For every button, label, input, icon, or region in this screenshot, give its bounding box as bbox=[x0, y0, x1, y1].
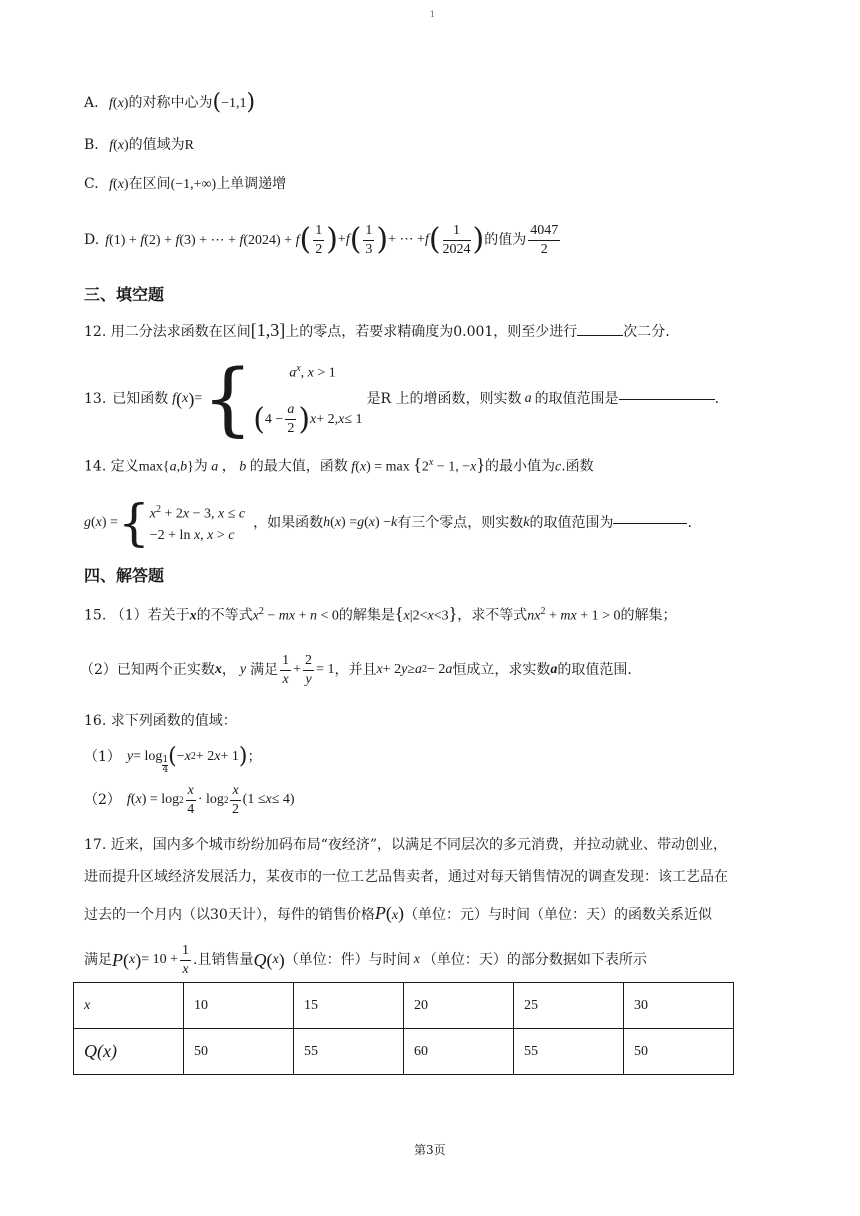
option-b-label: B. bbox=[84, 137, 99, 153]
q17-line-1: 近来，国内多个城市纷纷加码布局“夜经济”，以满足不同层次的多元消费，并拉动就业、带动创业， bbox=[110, 837, 728, 853]
q14-text-h: 有三个零点，则实数 bbox=[397, 515, 524, 531]
question-17-line-3: 过去的一个月内（以30天计），每件的销售价格P(x)（单位：元）与时间（单位：天）的函数关系近似 bbox=[84, 903, 713, 923]
q13-end: . bbox=[714, 391, 720, 407]
question-17-line-1 bbox=[84, 836, 727, 854]
q13-number: 13. bbox=[84, 391, 107, 407]
q12-text-a: 用二分法求函数在区间 bbox=[110, 324, 251, 340]
q15-p2-text-e: 恒成立，求实数 bbox=[452, 662, 551, 678]
q13-text-a: 已知函数 bbox=[112, 391, 169, 407]
table-cell: 20 bbox=[404, 983, 514, 1029]
question-16-part-1: （1） y = log 1 4 ( − x 2 + 2 x + 1 ) ； bbox=[84, 744, 262, 775]
q15-p2-text-d: ，并且 bbox=[334, 662, 377, 678]
q14-answer-blank[interactable] bbox=[613, 523, 687, 524]
q14-text-i: 的取值范围为 bbox=[529, 515, 614, 531]
question-16 bbox=[84, 712, 237, 730]
q12-number: 12. bbox=[84, 324, 107, 340]
q12-text-b: 上的零点，若要求精确度为0.001，则至少进行 bbox=[285, 324, 578, 340]
q16-p1-end: ； bbox=[247, 749, 262, 765]
table-cell: 15 bbox=[294, 983, 404, 1029]
q16-p2-label: （2） bbox=[84, 792, 121, 808]
q17-line-4b: .且销售量 bbox=[193, 952, 254, 968]
q15-p2-text-a: （2）已知两个正实数 bbox=[80, 662, 215, 678]
q15-p1-text-c: 的解集是 bbox=[338, 607, 395, 624]
q15-p1-text-e: 的解集； bbox=[620, 607, 677, 624]
question-14-line-2: g ( x ) = { $x^2 + 2x - 3$, x ≤ c −2 + ln x, x > c ，如果函数 h ( x ) = g ( x ) − k 有三个零点，则实数 k 的取值范围为 . bbox=[84, 494, 692, 552]
table-cell: x bbox=[74, 983, 184, 1029]
q17-line-4c: （单位：件）与时间 bbox=[284, 952, 411, 968]
table-cell: 30 bbox=[624, 983, 734, 1029]
question-17-line-4: 满足 P ( x ) = 10 + $\frac{1}{x}$ .且销售量 Q ( x ) （单位：件）与时间 x （单位：天）的部分数据如下表所示 bbox=[84, 942, 647, 977]
q14-text-a: 定义 bbox=[110, 458, 139, 475]
q12-interval: [1,3] bbox=[250, 320, 286, 340]
q17-line-3b: （单位：元）与时间（单位：天）的函数关系近似 bbox=[404, 907, 713, 923]
q14-text-d: 的最大值，函数 bbox=[249, 458, 348, 475]
table-cell: 60 bbox=[404, 1029, 514, 1075]
option-d-label: D. bbox=[84, 232, 100, 248]
q16-number: 16. bbox=[84, 713, 107, 729]
q14-text-c: ， bbox=[221, 458, 236, 475]
q15-number: 15. bbox=[84, 607, 107, 624]
q15-p1-text-a: （1）若关于 bbox=[110, 607, 190, 624]
q12-text-c: 次二分. bbox=[623, 324, 670, 340]
q14-text-b: 为 bbox=[193, 458, 208, 475]
q14-number: 14. bbox=[84, 458, 107, 475]
option-a-label: A. bbox=[84, 95, 99, 111]
q17-line-4d: （单位：天）的部分数据如下表所示 bbox=[422, 952, 647, 968]
q15-p1-text-b: 的不等式 bbox=[196, 607, 253, 624]
option-b: B. f(x)的值域为R bbox=[84, 137, 194, 153]
question-13: 13. 已知函数 f ( x ) = { $a^x$, x > 1 ( 4 − $\frac{a}{2}$ ) x + 2, x ≤ 1 是R 上的增函数，则实数 a 的取值范围是 . bbox=[84, 352, 720, 445]
q14-text-g: ，如果函数 bbox=[253, 515, 324, 531]
sales-table bbox=[73, 982, 734, 1075]
q17-line-4a: 满足 bbox=[84, 952, 112, 968]
q14-text-f: .函数 bbox=[561, 458, 594, 475]
table-cell: 25 bbox=[514, 983, 624, 1029]
table-cell: 55 bbox=[294, 1029, 404, 1075]
table-cell: 10 bbox=[184, 983, 294, 1029]
question-12 bbox=[84, 321, 670, 341]
option-c-label: C. bbox=[84, 176, 99, 192]
option-d: D. f(1) + f(2) + f(3) + ⋯ + f(2024) + f ( $\frac{1}{2}$ ) + f ( $\frac{1}{3}$ ) + ⋯ + f ( $\frac{1}{2024}$ ) 的值为 $\frac{4047}{2}$ bbox=[84, 222, 559, 257]
section-4-title: 四、解答题 bbox=[84, 566, 165, 585]
table-row bbox=[74, 1029, 734, 1075]
option-c: C. f(x)在区间(−1,+∞)上单调递增 bbox=[84, 176, 287, 192]
q15-p2-text-f: 的取值范围. bbox=[557, 662, 632, 678]
q14-end: . bbox=[687, 515, 692, 531]
q13-var: a bbox=[524, 391, 532, 406]
question-16-part-2: （2） f ( x ) = log 2 $\frac{x}{4}$ · log 2 $\frac{x}{2}$ (1 ≤ x ≤ 4) bbox=[84, 782, 295, 817]
q17-number: 17. bbox=[84, 837, 107, 853]
q15-p1-text-d: ，求不等式 bbox=[457, 607, 528, 624]
question-15-part-1: 15. （1）若关于x的不等式$x^2$ − mx + n < 0的解集是{x|2<x<3}，求不等式$nx^2$ + mx + 1 > 0的解集； bbox=[84, 603, 677, 624]
q13-text-b: 是R 上的增函数，则实数 bbox=[366, 391, 522, 407]
q15-p2-text-c: 满足 bbox=[250, 662, 279, 678]
table-cell: 50 bbox=[184, 1029, 294, 1075]
table-cell: 50 bbox=[624, 1029, 734, 1075]
q14-text-e: 的最小值为 bbox=[485, 458, 555, 475]
question-14-line-1: 14. 定义max{a,b}为 a ， b 的最大值，函数 $f(x) = \max \{2^x - 1$, −x}的最小值为c.函数 bbox=[84, 454, 594, 475]
q15-p2-text-b: ， bbox=[221, 662, 236, 678]
header-mark: 1 bbox=[430, 10, 436, 19]
q17-line-3a: 过去的一个月内（以30天计），每件的销售价格 bbox=[84, 907, 375, 923]
page-number: 第3页 bbox=[414, 1143, 446, 1157]
option-a: A. f(x)的对称中心为(−1,1) bbox=[84, 90, 256, 115]
question-15-part-2: （2）已知两个正实数 x ， y 满足 $\frac{1}{x}$ + $\frac{2}{y}$ = 1 ，并且 x + 2 y ≥ a 2 − 2 a 恒成立，求实数 a 的取值范围. bbox=[80, 652, 632, 687]
section-3-title: 三、填空题 bbox=[84, 285, 165, 304]
table-row bbox=[74, 983, 734, 1029]
q13-answer-blank[interactable] bbox=[619, 399, 715, 400]
question-17-line-2: 进而提升区域经济发展活力，某夜市的一位工艺品售卖者，通过对每天销售情况的调查发现：该工艺品在 bbox=[84, 869, 728, 885]
q13-text-c: 的取值范围是 bbox=[534, 391, 619, 407]
table-cell: Q(x) bbox=[74, 1029, 184, 1075]
q16-text: 求下列函数的值域： bbox=[110, 713, 237, 729]
q16-p1-label: （1） bbox=[84, 749, 121, 765]
table-cell: 55 bbox=[514, 1029, 624, 1075]
q12-answer-blank[interactable] bbox=[577, 335, 623, 336]
